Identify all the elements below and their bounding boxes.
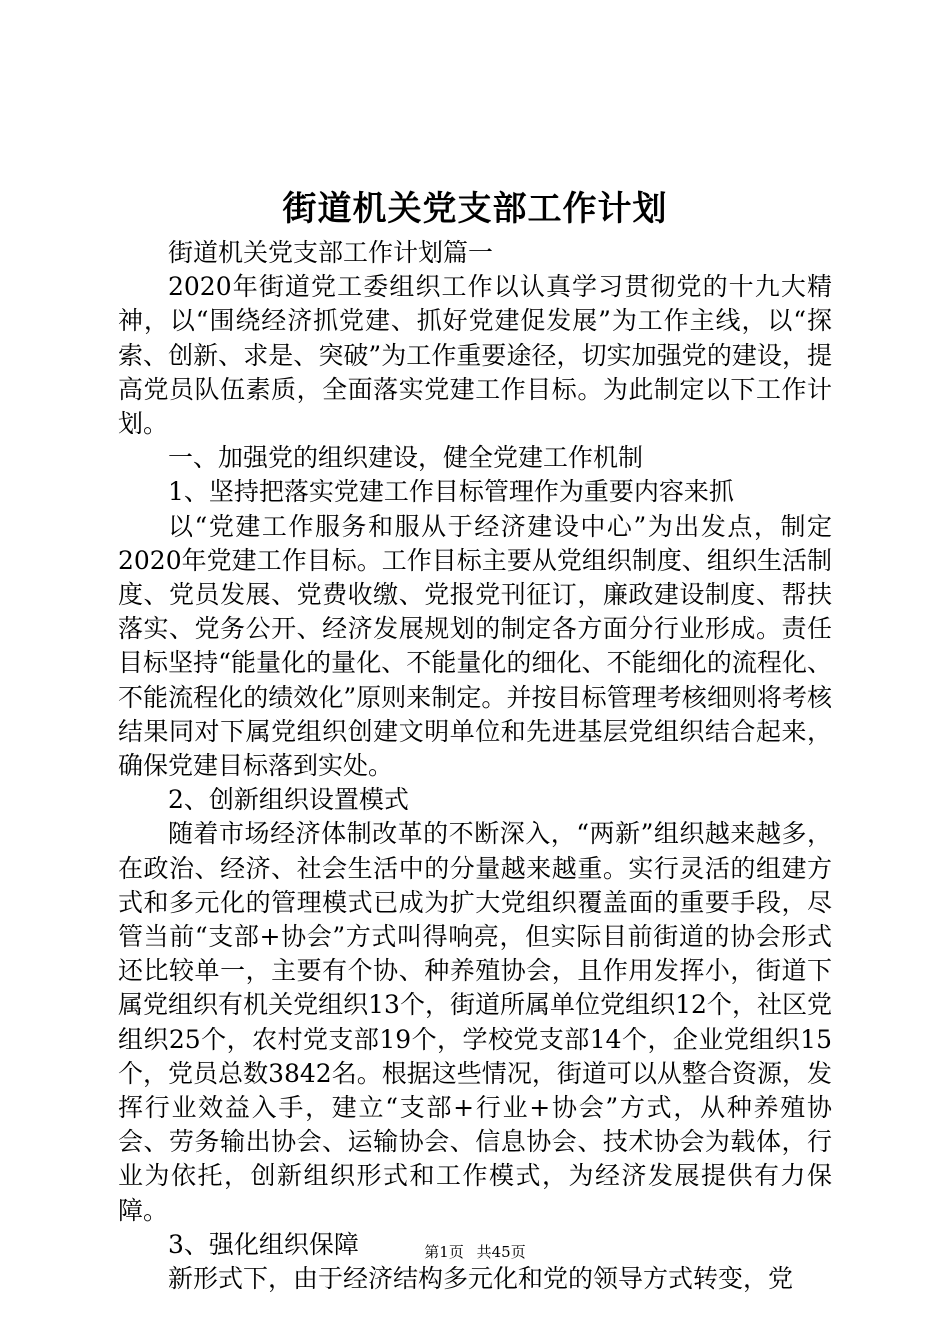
subsection-heading-3: 3、强化组织保障 <box>168 1229 359 1259</box>
paragraph-targets: 以“党建工作服务和服从于经济建设中心”为出发点，制定2020年党建工作目标。工作目标主要从党组织制度、组织生活制度、党员发展、党费收缴、党报党刊征订，廉政建设制度、帮扶落实、党务公开、经济发展规划的制定各方面分行业形成。责任目标坚持“能量化的量化、不能量化的细化、不能细化的流程化、不能流程化的绩效化”原则来制定。并按目标管理考核细则将考核结果同对下属党组织创建文明单位和先进基层党组织结合起来，确保党建目标落到实处。 <box>118 511 832 781</box>
document-title: 街道机关党支部工作计划 <box>282 189 668 229</box>
page-footer <box>0 1242 950 1262</box>
section-heading-1: 一、加强党的组织建设，健全党建工作机制 <box>168 443 644 473</box>
subsection-heading-1: 1、坚持把落实党建工作目标管理作为重要内容来抓 <box>168 477 734 507</box>
paragraph-organization: 随着市场经济体制改革的不断深入，“两新”组织越来越多，在政治、经济、社会生活中的分量越来越重。实行灵活的组建方式和多元化的管理模式已成为扩大党组织覆盖面的重要手段，尽管当前“支部+协会”方式叫得响亮，但实际目前街道的协会形式还比较单一，主要有个协、种养殖协会，且作用发挥小，街道下属党组织有机关党组织13个，街道所属单位党组织12个，社区党组织25个，农村党支部19个，学校党支部14个，企业党组织15个，党员总数3842名。根据这些情况，街道可以从整合资源，发挥行业效益入手，建立“支部+行业+协会”方式，从种养殖协会、劳务输出协会、运输协会、信息协会、技术协会为载体，行业为依托，创新组织形式和工作模式，为经济发展提供有力保障。 <box>118 819 832 1225</box>
paragraph-intro: 2020年街道党工委组织工作以认真学习贯彻党的十九大精神，以“围绕经济抓党建、抓好党建促发展”为工作主线，以“探索、创新、求是、突破”为工作重要途径，切实加强党的建设，提高党员队伍素质，全面落实党建工作目标。为此制定以下工作计划。 <box>118 272 832 439</box>
document-body <box>118 236 832 1296</box>
page-number: 第1页 <box>424 1243 464 1261</box>
paragraph-subtitle: 街道机关党支部工作计划篇一 <box>168 238 494 267</box>
subsection-heading-2: 2、创新组织设置模式 <box>168 785 409 815</box>
paragraph-guarantee: 新形式下，由于经济结构多元化和党的领导方式转变，党 <box>168 1264 794 1294</box>
page-total: 共45页 <box>476 1243 526 1261</box>
